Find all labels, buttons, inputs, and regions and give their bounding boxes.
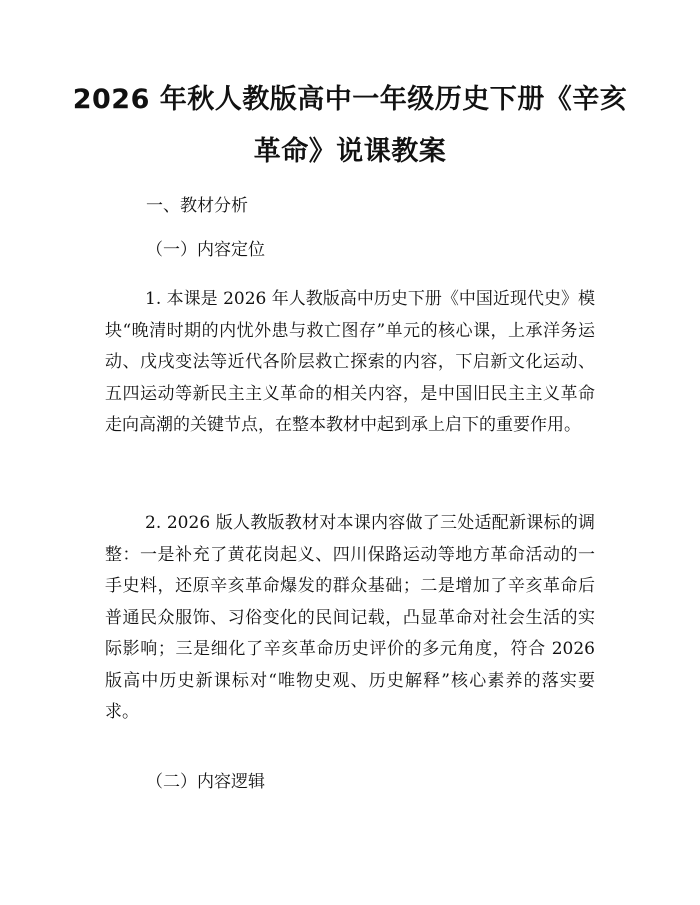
paragraph-textbook-adjustments: 2. 2026 版人教版教材对本课内容做了三处适配新课标的调整：一是补充了黄花岗起义、四川保路运动等地方革命活动的一手史料，还原辛亥革命爆发的群众基础；二是增加了辛亥革命后普通民众服饰、习俗变化的民间记载，凸显革命对社会生活的实际影响；三是细化了辛亥革命历史评价的多元角度，符合 2026 版高中历史新课标对“唯物史观、历史解释”核心素养的落实要求。 bbox=[105, 513, 595, 722]
subsection-heading-content-positioning: （一）内容定位 bbox=[146, 240, 265, 260]
subsection-heading-content-logic: （二）内容逻辑 bbox=[146, 772, 265, 792]
document-title-line-1: 2026 年秋人教版高中一年级历史下册《辛亥 bbox=[72, 84, 628, 115]
document-title-line-2: 革命》说课教案 bbox=[253, 136, 447, 167]
paragraph-content-positioning: 1. 本课是 2026 年人教版高中历史下册《中国近现代史》模块“晚清时期的内忧外患与救亡图存”单元的核心课，上承洋务运动、戊戌变法等近代各阶层救亡探索的内容，下启新文化运动、五四运动等新民主主义革命的相关内容，是中国旧民主主义革命走向高潮的关键节点，在整本教材中起到承上启下的重要作用。 bbox=[105, 289, 595, 435]
section-heading-textbook-analysis: 一、教材分析 bbox=[146, 196, 248, 216]
